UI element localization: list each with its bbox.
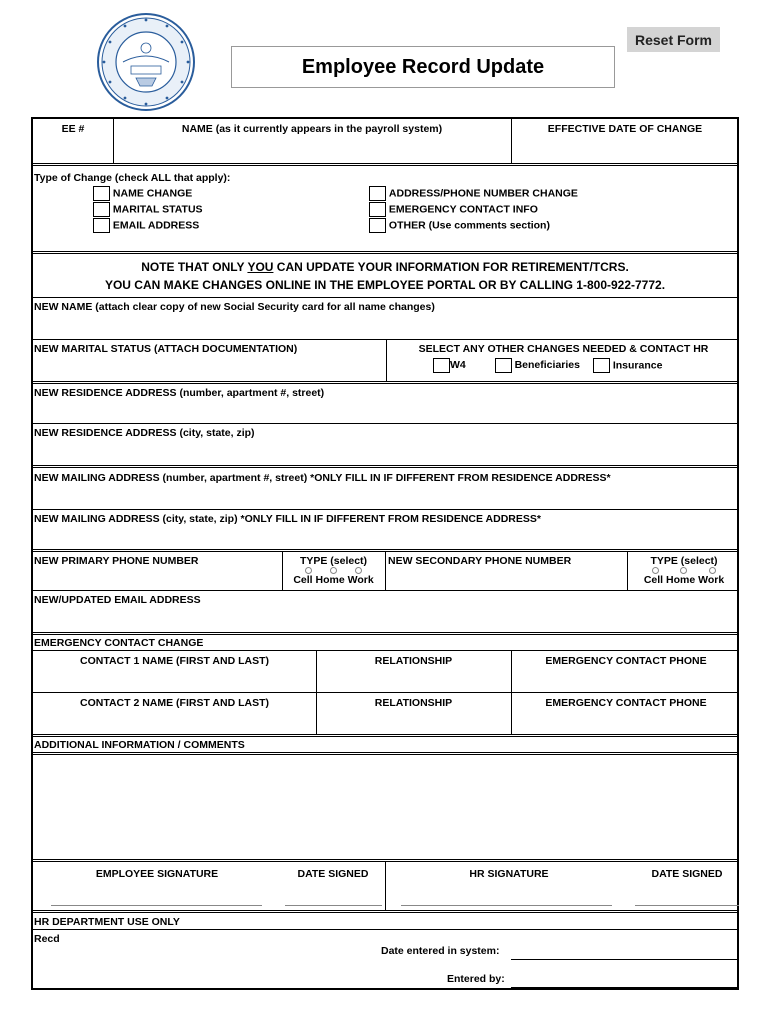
marital-status-section bbox=[33, 339, 737, 381]
residence-city-label: NEW RESIDENCE ADDRESS (city, state, zip) bbox=[34, 427, 255, 439]
option-name-change[interactable]: NAME CHANGE bbox=[93, 186, 203, 202]
ee-number-label: EE # bbox=[61, 123, 85, 135]
right-change-options bbox=[369, 186, 578, 234]
comments-textarea[interactable] bbox=[33, 752, 737, 859]
option-email-address[interactable]: EMAIL ADDRESS bbox=[93, 218, 203, 234]
beneficiaries-checkbox[interactable] bbox=[495, 358, 512, 373]
hr-date-line[interactable] bbox=[635, 905, 739, 906]
emergency-contact-title: EMERGENCY CONTACT CHANGE bbox=[34, 637, 204, 649]
contact-2-row bbox=[33, 692, 737, 734]
residence-city-field[interactable] bbox=[33, 423, 737, 465]
insurance-checkbox[interactable] bbox=[593, 358, 610, 373]
entered-by-label: Entered by: bbox=[447, 973, 505, 985]
contact-1-phone-label: EMERGENCY CONTACT PHONE bbox=[545, 655, 707, 667]
note-line-2: YOU CAN MAKE CHANGES ONLINE IN THE EMPLOYEE PORTAL OR BY CALLING 1-800-922-7772. bbox=[104, 278, 666, 292]
option-emergency-contact[interactable]: EMERGENCY CONTACT INFO bbox=[369, 202, 578, 218]
employee-record-form bbox=[31, 117, 739, 990]
new-name-label: NEW NAME (attach clear copy of new Social Security card for all name changes) bbox=[34, 301, 435, 313]
hr-signature-label: HR SIGNATURE bbox=[469, 868, 549, 880]
other-checkbox[interactable] bbox=[369, 218, 386, 233]
contact-1-row bbox=[33, 650, 737, 692]
secondary-cell-radio[interactable] bbox=[652, 567, 659, 574]
type-of-change-label: Type of Change (check ALL that apply): bbox=[34, 172, 231, 184]
employee-date-line[interactable] bbox=[285, 905, 382, 906]
top-row bbox=[33, 119, 737, 163]
primary-type-options: Cell Home Work bbox=[293, 574, 374, 586]
other-changes-label: SELECT ANY OTHER CHANGES NEEDED & CONTACT HR bbox=[418, 343, 709, 355]
residence-street-label: NEW RESIDENCE ADDRESS (number, apartment #, street) bbox=[34, 387, 325, 399]
email-label: NEW/UPDATED EMAIL ADDRESS bbox=[34, 594, 201, 606]
mailing-city-field[interactable] bbox=[33, 509, 737, 549]
primary-type-label: TYPE (select) bbox=[299, 555, 368, 567]
new-marital-status-label: NEW MARITAL STATUS (ATTACH DOCUMENTATION) bbox=[34, 343, 298, 355]
hr-use-section bbox=[33, 929, 737, 990]
primary-phone-label: NEW PRIMARY PHONE NUMBER bbox=[34, 555, 199, 567]
secondary-phone-label: NEW SECONDARY PHONE NUMBER bbox=[388, 555, 572, 567]
marital-status-checkbox[interactable] bbox=[93, 202, 110, 217]
hr-use-title-row bbox=[33, 910, 737, 929]
secondary-type-radios bbox=[627, 567, 741, 574]
note-section bbox=[33, 251, 737, 297]
secondary-type-label: TYPE (select) bbox=[650, 555, 718, 567]
option-marital-status[interactable]: MARITAL STATUS bbox=[93, 202, 203, 218]
new-name-section[interactable] bbox=[33, 297, 737, 339]
email-field[interactable] bbox=[33, 590, 737, 632]
primary-home-radio[interactable] bbox=[330, 567, 337, 574]
option-address-phone[interactable]: ADDRESS/PHONE NUMBER CHANGE bbox=[369, 186, 578, 202]
comments-title: ADDITIONAL INFORMATION / COMMENTS bbox=[34, 739, 245, 751]
other-changes-options: W4 Beneficiaries Insurance bbox=[433, 358, 662, 373]
effective-date-label: EFFECTIVE DATE OF CHANGE bbox=[547, 123, 703, 135]
email-address-checkbox[interactable] bbox=[93, 218, 110, 233]
employee-signature-line[interactable] bbox=[51, 905, 262, 906]
phone-section bbox=[33, 549, 737, 590]
residence-street-field[interactable] bbox=[33, 381, 737, 423]
hr-date-label: DATE SIGNED bbox=[651, 868, 723, 880]
hr-signature-line[interactable] bbox=[401, 905, 612, 906]
reset-form-button[interactable]: Reset Form bbox=[627, 27, 720, 52]
mailing-street-field[interactable] bbox=[33, 465, 737, 509]
entered-by-line[interactable] bbox=[511, 987, 739, 988]
received-label: Recd bbox=[34, 933, 60, 945]
comments-title-row bbox=[33, 734, 737, 752]
hr-use-title: HR DEPARTMENT USE ONLY bbox=[34, 916, 180, 928]
primary-type-radios bbox=[282, 567, 385, 574]
contact-1-name-label: CONTACT 1 NAME (FIRST AND LAST) bbox=[80, 655, 269, 667]
contact-2-relationship-label: RELATIONSHIP bbox=[374, 697, 453, 709]
mailing-city-label: NEW MAILING ADDRESS (city, state, zip) *ONLY FILL IN IF DIFFERENT FROM RESIDENCE ADDRESS* bbox=[34, 513, 541, 525]
date-entered-label: Date entered in system: bbox=[381, 945, 500, 957]
current-name-label: NAME (as it currently appears in the payroll system) bbox=[181, 123, 443, 135]
emergency-title-row bbox=[33, 632, 737, 650]
name-change-checkbox[interactable] bbox=[93, 186, 110, 201]
contact-2-name-label: CONTACT 2 NAME (FIRST AND LAST) bbox=[80, 697, 269, 709]
date-entered-line[interactable] bbox=[511, 959, 739, 960]
note-line-1: NOTE THAT ONLY YOU CAN UPDATE YOUR INFORMATION FOR RETIREMENT/TCRS. bbox=[141, 260, 629, 274]
emergency-contact-checkbox[interactable] bbox=[369, 202, 386, 217]
address-phone-checkbox[interactable] bbox=[369, 186, 386, 201]
primary-cell-radio[interactable] bbox=[305, 567, 312, 574]
contact-2-phone-label: EMERGENCY CONTACT PHONE bbox=[545, 697, 707, 709]
option-other[interactable]: OTHER (Use comments section) bbox=[369, 218, 578, 234]
signature-section bbox=[33, 859, 737, 910]
secondary-type-options: Cell Home Work bbox=[643, 574, 725, 586]
secondary-work-radio[interactable] bbox=[709, 567, 716, 574]
primary-work-radio[interactable] bbox=[355, 567, 362, 574]
secondary-home-radio[interactable] bbox=[680, 567, 687, 574]
mailing-street-label: NEW MAILING ADDRESS (number, apartment #, street) *ONLY FILL IN IF DIFFERENT FROM RESIDENCE ADDRESS* bbox=[34, 472, 611, 484]
county-seal-logo bbox=[96, 12, 196, 112]
type-of-change-section bbox=[33, 163, 737, 251]
form-title: Employee Record Update bbox=[231, 46, 615, 88]
left-change-options bbox=[93, 186, 203, 234]
w4-checkbox[interactable] bbox=[433, 358, 450, 373]
employee-date-label: DATE SIGNED bbox=[297, 868, 369, 880]
employee-signature-label: EMPLOYEE SIGNATURE bbox=[95, 868, 219, 880]
contact-1-relationship-label: RELATIONSHIP bbox=[374, 655, 453, 667]
